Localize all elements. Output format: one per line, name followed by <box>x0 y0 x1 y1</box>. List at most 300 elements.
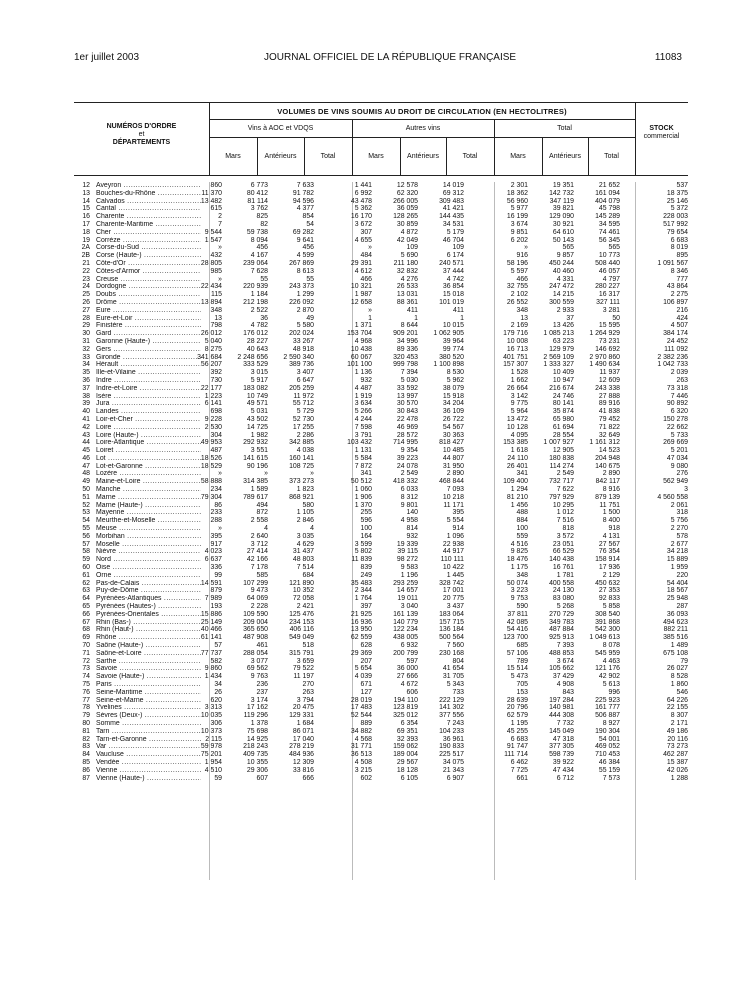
group-autres-vins: Autres vins <box>405 125 441 132</box>
aoc-mars-cell: 18 526 <box>200 454 222 462</box>
autres-mars-cell: 21 925 <box>350 610 372 618</box>
stock-commercial-cell: 24 452 <box>666 337 688 345</box>
autres-total-cell: 17 001 <box>442 587 464 595</box>
autres-mars-cell: 12 658 <box>350 298 372 306</box>
aoc-total-cell: 55 <box>306 275 314 283</box>
total-anterieurs-cell: 50 143 <box>552 236 574 244</box>
stock-commercial-cell: 47 034 <box>666 454 688 462</box>
dept-name-cell: Nièvre ..... <box>96 548 201 556</box>
aoc-total-cell: 48 918 <box>292 345 314 353</box>
dept-number-cell: 60 <box>82 564 90 572</box>
table-row <box>74 385 688 393</box>
total-total-cell: 4 797 <box>602 275 620 283</box>
stock-commercial-cell: 6 683 <box>670 236 688 244</box>
dept-name-cell: Tarn ..... <box>96 728 201 736</box>
total-total-cell: 508 440 <box>595 259 620 267</box>
autres-mars-cell: 1 371 <box>354 322 372 330</box>
aoc-anterieurs-cell: 69 562 <box>246 665 268 673</box>
table-row <box>74 525 688 533</box>
total-anterieurs-cell: 47 434 <box>552 766 574 774</box>
table-row <box>74 478 688 486</box>
autres-total-cell: 46 704 <box>442 236 464 244</box>
dept-number-cell: 27 <box>82 306 90 314</box>
table-row <box>74 205 688 213</box>
stock-commercial-cell: 79 654 <box>666 228 688 236</box>
autres-total-cell: 5 343 <box>446 681 464 688</box>
autres-anterieurs-cell: 123 819 <box>393 704 418 712</box>
dept-name-cell: Charente ..... <box>96 213 201 221</box>
autres-mars-cell: 50 512 <box>350 478 372 486</box>
autres-anterieurs-cell: 46 969 <box>396 423 418 431</box>
total-anterieurs-cell: 1 781 <box>556 571 574 579</box>
total-total-cell: 8 078 <box>602 642 620 650</box>
dept-name-cell: Corrèze ..... <box>96 237 201 245</box>
aoc-total-cell: 4 599 <box>296 252 314 260</box>
total-mars-cell: 10 008 <box>506 337 528 345</box>
stock-commercial-cell: 111 092 <box>664 345 688 353</box>
dept-name-cell: Jura ..... <box>96 400 201 408</box>
aoc-anterieurs-cell: 2 558 <box>250 517 268 525</box>
aoc-total-cell: 6 647 <box>296 376 314 384</box>
autres-anterieurs-cell: 6 354 <box>400 719 418 727</box>
dept-number-cell: 59 <box>82 556 90 564</box>
table-row <box>74 603 688 611</box>
aoc-total-cell: 94 596 <box>292 197 314 205</box>
aoc-anterieurs-cell: 36 <box>260 314 268 322</box>
total-mars-cell: 50 074 <box>506 579 528 587</box>
aoc-mars-cell: 395 <box>210 532 222 540</box>
aoc-total-cell: 5 729 <box>296 408 314 416</box>
dept-name-cell: Isère ..... <box>96 393 201 401</box>
aoc-anterieurs-cell: 494 <box>256 501 268 509</box>
dept-number-cell: 82 <box>82 735 90 743</box>
sub-anterieurs: Antérieurs <box>549 153 581 160</box>
autres-total-cell: 36 854 <box>442 283 464 291</box>
aoc-anterieurs-cell: 4 167 <box>250 252 268 260</box>
stock-commercial-cell: 675 108 <box>663 649 688 657</box>
autres-anterieurs-cell: 194 110 <box>393 696 418 704</box>
stock-commercial-cell: 537 <box>676 182 688 189</box>
stock-commercial-cell: 8 528 <box>670 673 688 681</box>
aoc-mars-cell: 2 115 <box>205 735 222 743</box>
aoc-anterieurs-cell: 90 196 <box>246 462 268 470</box>
autres-total-cell: 6 907 <box>446 774 464 782</box>
total-anterieurs-cell: 12 905 <box>552 447 574 455</box>
total-total-cell: 89 916 <box>598 400 620 408</box>
dept-name-cell: Pyrénées (Hautes-) ..... <box>96 603 201 611</box>
autres-mars-cell: 5 266 <box>354 408 372 416</box>
aoc-mars-cell: 13 <box>214 314 222 322</box>
total-anterieurs-cell: 66 529 <box>552 548 574 556</box>
aoc-mars-cell: 4 510 <box>204 766 222 774</box>
stock-commercial-cell: 1 959 <box>670 564 688 572</box>
stock-commercial-cell: 26 027 <box>666 665 688 673</box>
dept-name-cell: Lot ..... <box>96 455 201 463</box>
aoc-anterieurs-cell: 49 571 <box>246 400 268 408</box>
table-row <box>74 276 688 284</box>
total-anterieurs-cell: 10 409 <box>552 369 574 377</box>
dept-number-cell: 51 <box>82 493 90 501</box>
total-total-cell: 73 231 <box>598 337 620 345</box>
aoc-anterieurs-cell: 64 069 <box>246 595 268 603</box>
total-anterieurs-cell: 39 821 <box>552 205 574 213</box>
col-ordre-line3: DÉPARTEMENTS <box>112 139 171 146</box>
dept-number-cell: 45 <box>82 447 90 455</box>
aoc-mars-cell: 99 <box>214 571 222 579</box>
aoc-mars-cell: 58 888 <box>200 478 222 486</box>
aoc-anterieurs-cell: 6 773 <box>250 182 268 189</box>
aoc-mars-cell: 14 591 <box>200 579 222 587</box>
dept-number-cell: 43 <box>82 431 90 439</box>
dept-name-cell: Tarn-et-Garonne ..... <box>96 736 201 744</box>
autres-anterieurs-cell: 34 996 <box>396 337 418 345</box>
autres-mars-cell: 596 <box>360 517 372 525</box>
autres-anterieurs-cell: 5 690 <box>400 252 418 260</box>
table-row <box>74 712 688 720</box>
page-header <box>74 52 682 66</box>
total-total-cell: 146 692 <box>595 345 620 353</box>
autres-anterieurs-cell: 140 779 <box>393 618 418 626</box>
stock-commercial-cell: 150 278 <box>663 415 688 423</box>
autres-total-cell: 104 233 <box>439 727 464 735</box>
total-anterieurs-cell: 1 333 327 <box>543 361 574 369</box>
autres-anterieurs-cell: 200 799 <box>393 649 418 657</box>
total-mars-cell: 91 747 <box>506 743 528 751</box>
total-anterieurs-cell: 7 516 <box>556 517 574 525</box>
autres-anterieurs-cell: 411 <box>407 306 418 314</box>
aoc-anterieurs-cell: 4 <box>264 525 268 533</box>
stock-commercial-cell: 578 <box>676 532 688 540</box>
aoc-total-cell: 456 <box>302 244 314 252</box>
table-row <box>74 697 688 705</box>
aoc-anterieurs-cell: 82 <box>260 220 268 228</box>
total-anterieurs-cell: 140 438 <box>549 556 574 564</box>
aoc-total-cell: 3 035 <box>296 532 314 540</box>
autres-mars-cell: » <box>368 244 372 252</box>
total-anterieurs-cell: 40 460 <box>552 267 574 275</box>
journal-title: JOURNAL OFFICIEL DE LA RÉPUBLIQUE FRANÇAISE <box>264 52 517 63</box>
autres-anterieurs-cell: 33 592 <box>396 384 418 392</box>
aoc-total-cell: 121 890 <box>289 579 314 587</box>
total-mars-cell: 559 <box>516 532 528 540</box>
aoc-mars-cell: 341 684 <box>197 353 222 361</box>
total-anterieurs-cell: 9 857 <box>556 252 574 260</box>
total-mars-cell: 4 516 <box>510 540 528 548</box>
total-total-cell: 121 176 <box>595 665 620 673</box>
total-anterieurs-cell: 444 308 <box>549 712 574 720</box>
total-total-cell: 12 609 <box>598 376 620 384</box>
total-total-cell: 27 888 <box>598 392 620 400</box>
aoc-total-cell: 270 <box>302 681 314 688</box>
autres-total-cell: 225 517 <box>439 751 464 759</box>
aoc-anterieurs-cell: 8 094 <box>250 236 268 244</box>
aoc-mars-cell: 6 637 <box>204 556 222 564</box>
dept-name-cell: Gers ..... <box>96 346 201 354</box>
table-row <box>74 650 688 658</box>
stock-commercial-cell: 73 273 <box>666 743 688 751</box>
aoc-total-cell: 125 476 <box>289 610 314 618</box>
total-mars-cell: » <box>524 244 528 252</box>
dept-name-cell: Savoie (Haute-) ..... <box>96 673 201 681</box>
stock-commercial-cell: 1 042 733 <box>657 361 688 369</box>
stock-commercial-cell: 2 039 <box>670 369 688 377</box>
aoc-anterieurs-cell: 10 749 <box>246 392 268 400</box>
autres-total-cell: 5 554 <box>446 517 464 525</box>
total-anterieurs-cell: 5 268 <box>556 603 574 611</box>
autres-mars-cell: 1 764 <box>354 595 372 603</box>
autres-mars-cell: 307 <box>360 228 372 236</box>
aoc-anterieurs-cell: 14 725 <box>246 423 268 431</box>
table-row <box>74 229 688 237</box>
sub-total: Total <box>462 153 478 160</box>
autres-total-cell: 30 363 <box>442 431 464 439</box>
aoc-total-cell: 4 629 <box>296 540 314 548</box>
aoc-mars-cell: 7 989 <box>204 595 222 603</box>
total-mars-cell: 5 964 <box>510 408 528 416</box>
autres-total-cell: 10 015 <box>442 322 464 330</box>
autres-total-cell: 230 168 <box>439 649 464 657</box>
total-anterieurs-cell: 129 090 <box>549 213 574 221</box>
aoc-mars-cell: 57 <box>214 642 222 650</box>
aoc-anterieurs-cell: 585 <box>256 571 268 579</box>
autres-mars-cell: 255 <box>360 509 372 517</box>
dept-name-cell: Yvelines ..... <box>96 704 201 712</box>
aoc-anterieurs-cell: » <box>264 470 268 478</box>
dept-number-cell: 69 <box>82 634 90 642</box>
total-anterieurs-cell: 24 746 <box>552 392 574 400</box>
dept-name-cell: Marne (Haute-) ..... <box>96 502 201 510</box>
autres-total-cell: 20 775 <box>442 595 464 603</box>
aoc-anterieurs-cell: 9 473 <box>250 587 268 595</box>
autres-total-cell: 2 890 <box>446 470 464 478</box>
total-anterieurs-cell: 24 130 <box>552 587 574 595</box>
autres-total-cell: 34 075 <box>442 758 464 766</box>
aoc-total-cell: » <box>310 470 314 478</box>
autres-total-cell: 15 918 <box>442 392 464 400</box>
dept-number-cell: 22 <box>82 267 90 275</box>
autres-total-cell: 110 111 <box>440 556 464 564</box>
total-anterieurs-cell: 270 729 <box>549 610 574 618</box>
sub-total: Total <box>320 153 336 160</box>
stock-commercial-cell: 562 949 <box>663 478 688 486</box>
total-anterieurs-cell: 565 <box>562 244 574 252</box>
autres-total-cell: 10 422 <box>442 564 464 572</box>
total-total-cell: 2 129 <box>602 571 620 579</box>
autres-anterieurs-cell: 999 798 <box>393 361 418 369</box>
autres-anterieurs-cell: 18 128 <box>396 766 418 774</box>
table-row <box>74 681 688 689</box>
autres-mars-cell: 100 <box>360 525 372 533</box>
table-row <box>74 213 688 221</box>
total-anterieurs-cell: 105 662 <box>549 665 574 673</box>
aoc-total-cell: 549 049 <box>289 634 314 642</box>
autres-anterieurs-cell: 6 932 <box>400 642 418 650</box>
total-anterieurs-cell: 180 838 <box>549 454 574 462</box>
autres-mars-cell: 43 478 <box>350 197 372 205</box>
total-anterieurs-cell: 6 712 <box>556 774 574 782</box>
table-row <box>74 377 688 385</box>
dept-name-cell: Marne ..... <box>96 494 201 502</box>
table-row <box>74 416 688 424</box>
total-mars-cell: 9 825 <box>510 548 528 556</box>
autres-mars-cell: 52 544 <box>350 712 372 720</box>
aoc-mars-cell: 288 <box>210 517 222 525</box>
dept-number-cell: 35 <box>82 369 90 377</box>
autres-anterieurs-cell: 89 336 <box>396 345 418 353</box>
aoc-total-cell: 202 024 <box>289 330 314 338</box>
aoc-total-cell: 91 782 <box>292 189 314 197</box>
total-anterieurs-cell: 30 921 <box>552 220 574 228</box>
dept-number-cell: 42 <box>82 423 90 431</box>
dept-number-cell: 55 <box>82 525 90 533</box>
dept-number-cell: 23 <box>82 275 90 283</box>
total-anterieurs-cell: 2 569 109 <box>543 353 574 361</box>
dept-name-cell: Meurthe-et-Moselle ..... <box>96 517 201 525</box>
total-mars-cell: 4 095 <box>510 431 528 439</box>
aoc-total-cell: 3 659 <box>296 657 314 665</box>
total-total-cell: 27 353 <box>598 587 620 595</box>
aoc-total-cell: 108 725 <box>289 462 314 470</box>
aoc-anterieurs-cell: 3 015 <box>250 369 268 377</box>
total-mars-cell: 16 199 <box>506 213 528 221</box>
stock-commercial-cell: 517 992 <box>663 220 688 228</box>
aoc-mars-cell: 15 886 <box>200 610 222 618</box>
dept-number-cell: 32 <box>82 345 90 353</box>
total-anterieurs-cell: 114 274 <box>549 462 574 470</box>
total-anterieurs-cell: 35 874 <box>552 408 574 416</box>
table-row <box>74 400 688 408</box>
total-total-cell: 280 227 <box>595 283 620 291</box>
total-mars-cell: 466 <box>516 275 528 283</box>
aoc-anterieurs-cell: 29 306 <box>246 766 268 774</box>
total-mars-cell: 37 811 <box>507 610 528 618</box>
aoc-total-cell: 7 514 <box>296 564 314 572</box>
dept-name-cell: Calvados ..... <box>96 198 201 206</box>
aoc-total-cell: 52 730 <box>292 415 314 423</box>
dept-number-cell: 68 <box>82 626 90 634</box>
dept-number-cell: 62 <box>82 579 90 587</box>
table-row <box>74 767 688 775</box>
autres-total-cell: 1 445 <box>446 571 464 579</box>
stock-commercial-cell: 106 897 <box>663 298 688 306</box>
total-total-cell: 918 <box>608 525 620 533</box>
dept-name-cell: Ille-et-Vilaine ..... <box>96 369 201 377</box>
aoc-mars-cell: 615 <box>210 205 222 213</box>
table-row <box>74 736 688 744</box>
aoc-anterieurs-cell: 3 762 <box>250 205 268 213</box>
total-anterieurs-cell: 843 <box>562 688 574 696</box>
total-total-cell: 506 887 <box>595 712 620 720</box>
table-row <box>74 268 688 276</box>
dept-number-cell: 15 <box>82 205 90 213</box>
aoc-anterieurs-cell: 27 414 <box>246 548 268 556</box>
aoc-mars-cell: 306 <box>210 719 222 727</box>
table-row <box>74 728 688 736</box>
aoc-total-cell: 5 580 <box>296 322 314 330</box>
stock-commercial-cell: 384 174 <box>663 330 688 338</box>
table-row <box>74 439 688 447</box>
total-mars-cell: 661 <box>516 774 528 782</box>
aoc-total-cell: 243 373 <box>289 283 314 291</box>
autres-total-cell: 328 742 <box>439 579 464 587</box>
aoc-mars-cell: 7 <box>218 220 222 228</box>
aoc-anterieurs-cell: 7 178 <box>250 564 268 572</box>
total-mars-cell: 3 674 <box>510 220 528 228</box>
autres-mars-cell: 5 362 <box>354 205 372 213</box>
dept-number-cell: 67 <box>82 618 90 626</box>
total-total-cell: 469 052 <box>595 743 620 751</box>
total-mars-cell: 789 <box>516 657 528 665</box>
autres-total-cell: 190 833 <box>439 743 464 751</box>
autres-mars-cell: 16 936 <box>350 618 372 626</box>
table-row <box>74 658 688 666</box>
autres-total-cell: 21 343 <box>442 766 464 774</box>
table-row <box>74 299 688 307</box>
total-total-cell: 1 500 <box>602 509 620 517</box>
stock-commercial-cell: 79 <box>680 657 688 665</box>
autres-total-cell: 109 <box>452 244 464 252</box>
dept-number-cell: 52 <box>82 501 90 509</box>
total-mars-cell: 5 597 <box>510 267 528 275</box>
autres-anterieurs-cell: 1 <box>414 314 418 322</box>
aoc-anterieurs-cell: 40 643 <box>246 345 268 353</box>
aoc-anterieurs-cell: 314 385 <box>243 478 268 486</box>
autres-mars-cell: 62 559 <box>350 634 372 642</box>
autres-mars-cell: 31 771 <box>350 743 372 751</box>
table-row <box>74 595 688 603</box>
aoc-mars-cell: 620 <box>210 696 222 704</box>
table-row <box>74 634 688 642</box>
stock-commercial-cell: 882 211 <box>663 626 688 634</box>
total-mars-cell: 401 751 <box>503 353 528 361</box>
aoc-anterieurs-cell: 2 228 <box>250 603 268 611</box>
aoc-mars-cell: 336 <box>210 564 222 572</box>
autres-total-cell: 1 062 905 <box>433 330 464 338</box>
total-total-cell: 327 111 <box>596 298 620 306</box>
autres-total-cell: 411 <box>453 306 464 314</box>
autres-mars-cell: 7 598 <box>354 423 372 431</box>
table-row <box>74 252 688 260</box>
autres-anterieurs-cell: 19 339 <box>396 540 418 548</box>
total-anterieurs-cell: 487 884 <box>549 626 574 634</box>
dept-number-cell: 49 <box>82 478 90 486</box>
dept-number-cell: 72 <box>82 657 90 665</box>
dept-name-cell: Vendée ..... <box>96 759 201 767</box>
stock-line2: commercial <box>643 133 680 140</box>
aoc-mars-cell: 86 <box>214 501 222 509</box>
aoc-mars-cell: 9 860 <box>204 665 222 673</box>
autres-total-cell: 10 218 <box>442 493 464 501</box>
aoc-mars-cell: 49 953 <box>200 439 222 447</box>
total-total-cell: 21 652 <box>598 182 620 189</box>
autres-anterieurs-cell: 9 354 <box>400 447 418 455</box>
autres-anterieurs-cell: 325 012 <box>393 712 418 720</box>
total-total-cell: 2 890 <box>602 470 620 478</box>
total-mars-cell: 26 552 <box>506 298 528 306</box>
table-row <box>74 361 688 369</box>
aoc-mars-cell: 75 201 <box>200 751 222 759</box>
autres-anterieurs-cell: 27 666 <box>396 673 418 681</box>
aoc-anterieurs-cell: 220 939 <box>243 283 268 291</box>
autres-total-cell: 914 <box>452 525 464 533</box>
dept-number-cell: 31 <box>82 337 90 345</box>
total-anterieurs-cell: 47 318 <box>552 735 574 743</box>
autres-mars-cell: 153 704 <box>347 330 372 338</box>
aoc-anterieurs-cell: 42 166 <box>246 556 268 564</box>
aoc-anterieurs-cell: 872 <box>256 509 268 517</box>
total-total-cell: 1 490 634 <box>589 361 620 369</box>
total-mars-cell: 32 755 <box>506 283 528 291</box>
